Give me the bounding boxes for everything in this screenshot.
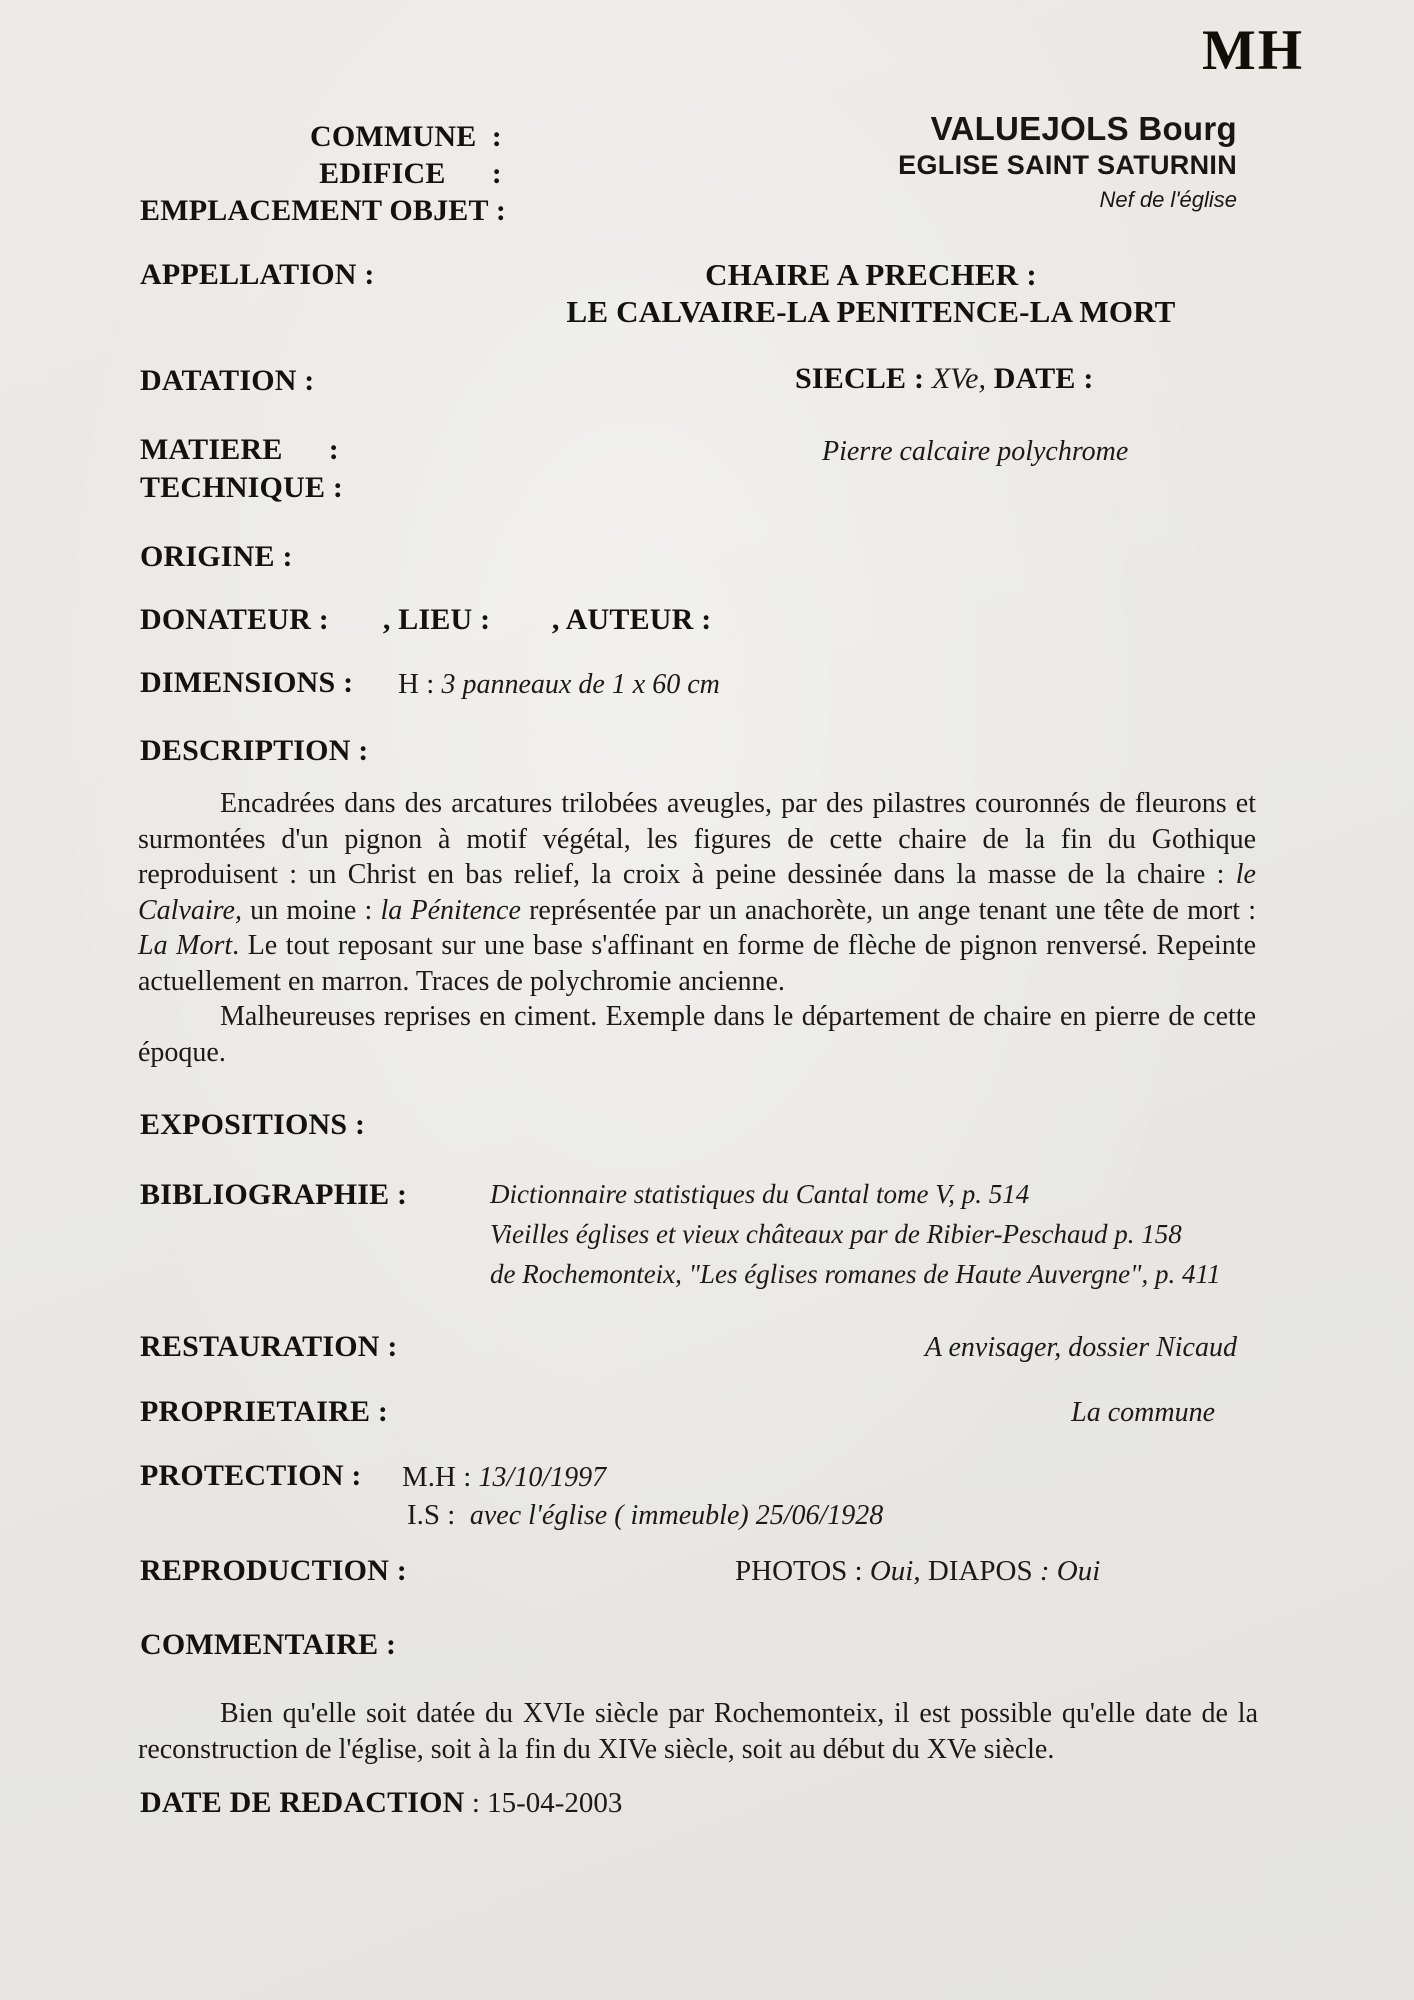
matiere-label: MATIERE : [140,433,339,466]
commune-value: VALUEJOLS Bourg [930,110,1237,147]
protection-label: PROTECTION : [140,1459,362,1492]
description-paragraph-1 [138,786,1256,999]
edifice-label: EDIFICE : [319,157,502,190]
protection-is-label: I.S : [407,1499,470,1531]
date-label: DATE : [986,362,1094,395]
commentaire-label: COMMENTAIRE : [140,1628,397,1661]
protection-mh-label: M.H : [402,1461,479,1493]
redaction-value: : 15-04-2003 [464,1787,623,1819]
proprietaire-label: PROPRIETAIRE : [140,1395,389,1428]
identification-labels [140,118,507,229]
description-seg-1: Encadrées dans des arcatures trilobées aveugles, par des pilastres couronnés de fleurons et surmontées d'un pignon à motif végétal, les figures de cette chaire de la fin du Gothique reproduisent : un Christ en bas relief, la croix à peine dessinée dans la masse de la chaire : [138,788,1256,890]
reproduction-values [735,1555,1100,1588]
bibliographie-item: Vieilles églises et vieux châteaux par de Ribier-Peschaud p. 158 [490,1219,1182,1249]
donateur-lieu-auteur-label: DONATEUR : , LIEU : , AUTEUR : [140,603,712,636]
bibliographie-label: BIBLIOGRAPHIE : [140,1178,408,1211]
redaction-line [140,1786,622,1820]
expositions-label: EXPOSITIONS : [140,1108,366,1141]
commentaire-paragraph: Bien qu'elle soit datée du XVIe siècle par Rochemonteix, il est possible qu'elle date de la reconstruction de l'église, soit à la fin du XIVe siècle, soit au début du XVe siècle. [138,1698,1258,1765]
dimensions-value [398,668,720,701]
description-seg-2: un moine : [241,894,381,926]
bibliographie-list [490,1174,1221,1294]
description-seg-4: . Le tout reposant sur une base s'affinant en forme de flèche de pignon renversé. Repeinte actuellement en marron. Traces de polychromie ancienne. [138,930,1256,997]
description-seg-penitence: la Pénitence [380,894,521,926]
description-paragraph-2: Malheureuses reprises en ciment. Exemple dans le département de chaire en pierre de cette époque. [138,1001,1256,1068]
reproduction-label: REPRODUCTION : [140,1554,407,1587]
diapos-value: : Oui [1039,1555,1101,1587]
dimensions-text: 3 panneaux de 1 x 60 cm [441,669,720,700]
photos-label: PHOTOS : [735,1555,870,1587]
description-seg-calvaire: le Calvaire, [138,859,1256,926]
description-label: DESCRIPTION : [140,734,369,767]
protection-mh-value: 13/10/1997 [478,1462,607,1493]
bibliographie-item: de Rochemonteix, "Les églises romanes de Haute Auvergne", p. 411 [490,1259,1221,1289]
matiere-value: Pierre calcaire polychrome [822,436,1129,467]
protection-is-line [407,1499,883,1532]
emplacement-value: Nef de l'église [1099,187,1237,212]
technique-label: TECHNIQUE : [140,471,344,504]
commune-label: COMMUNE : [310,120,502,153]
siecle-label: SIECLE : [795,362,932,395]
datation-label: DATATION : [140,364,315,397]
restauration-value: A envisager, dossier Nicaud [924,1332,1237,1363]
commentaire-text [138,1696,1258,1767]
emplacement-objet-label: EMPLACEMENT OBJET : [140,194,507,227]
protection-is-value: avec l'église ( immeuble) 25/06/1928 [469,1500,884,1531]
description-seg-3: représentée par un anachorète, un ange tenant une tête de mort : [520,894,1256,926]
dimensions-prefix: H : [398,668,442,700]
bibliographie-item: Dictionnaire statistiques du Cantal tome V, p. 514 [490,1179,1030,1209]
restauration-label: RESTAURATION : [140,1330,398,1363]
protection-mh-line [402,1461,606,1494]
redaction-label: DATE DE REDACTION [140,1786,465,1819]
appellation-label: APPELLATION : [140,258,375,291]
appellation-value [520,256,1222,330]
description-text [138,786,1256,1070]
diapos-label: DIAPOS [920,1555,1040,1587]
photos-value: Oui, [869,1555,921,1587]
siecle-date-line [795,362,1094,396]
siecle-value: XVe, [931,362,986,395]
dimensions-label: DIMENSIONS : [140,666,354,699]
proprietaire-value: La commune [1071,1397,1215,1428]
appellation-subtitle: LE CALVAIRE-LA PENITENCE-LA MORT [566,294,1176,329]
edifice-value: EGLISE SAINT SATURNIN [898,150,1237,180]
description-seg-mort: La Mort [138,930,233,961]
appellation-title: CHAIRE A PRECHER : [705,257,1037,292]
identification-values [830,110,1237,216]
mh-logo: MH [1202,19,1305,82]
origine-label: ORIGINE : [140,540,293,573]
